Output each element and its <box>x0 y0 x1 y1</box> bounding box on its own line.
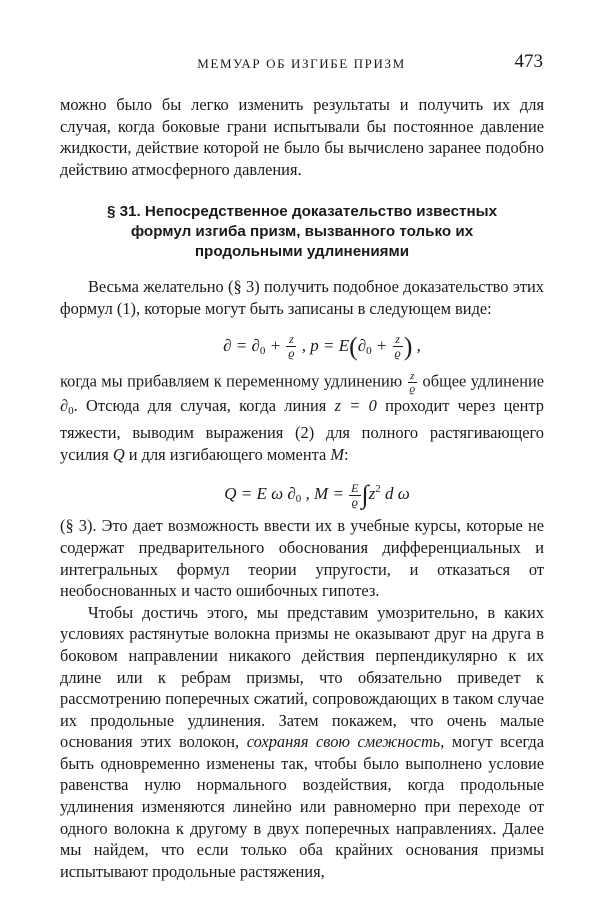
p3-Q: Q <box>112 444 125 464</box>
running-title: МЕМУАР ОБ ИЗГИБЕ ПРИЗМ <box>197 56 406 71</box>
eq1-del-2: ∂ <box>357 335 367 355</box>
eq2-equals: = <box>236 484 257 504</box>
eq2-separator: , <box>301 484 315 504</box>
eq1-plus-2: + <box>371 335 392 355</box>
paragraph-continued: можно было бы легко изменить результаты и получить их для случая, когда боковые грани испытывали бы постоянное давление жидкости, действие которой не было бы вычислено заранее подобно действию атмосферного давления. <box>60 95 544 179</box>
eq2-M: M <box>314 484 329 504</box>
eq2-tail: d ω <box>380 484 410 504</box>
eq2-frac-num: E <box>351 480 359 495</box>
paragraph-courses: (§ 3). Это дает возможность ввести их в учебные курсы, которые не содержат предварительного обоснования дифференциальных и интегральных формул теории упругости, и отказаться от необоснованных и часто ошибочных гипотез. <box>60 516 544 601</box>
p3-text-f: : <box>343 444 349 464</box>
eq1-right-paren: ) <box>403 331 413 361</box>
eq1-subscript: 0 <box>259 344 266 357</box>
eq1-equals-2: = <box>318 335 339 355</box>
eq1-frac2-den: ϱ <box>394 346 401 361</box>
p3-text-e: и для изгибающего момента <box>124 444 331 464</box>
running-head <box>60 52 543 76</box>
eq2-Q: Q <box>224 484 237 504</box>
equation-force-moment <box>60 469 544 509</box>
section-heading-line-3: продольными удлинениями <box>194 243 410 261</box>
eq1-frac2-num: z <box>393 333 403 347</box>
p5-italic-phrase: сохраняя свою смежность <box>246 732 441 752</box>
eq2-fraction <box>349 482 360 509</box>
eq2-z: z <box>368 484 376 504</box>
page-number: 473 <box>514 51 543 72</box>
p5-text-b: , могут всегда быть одновременно изменены так, чтобы было выполнено условие равенства нулю нормального воздействия, когда продольные удлинения изменяются линейно или равномерно при переходе от одного волокна к другому в двух поперечных направлениях. Далее мы найдем, что если только оба крайних основания призмы испытывают продольные растяжения, <box>60 732 545 881</box>
eq1-left-paren: ( <box>349 331 358 361</box>
p3-del: ∂ <box>60 395 69 415</box>
eq2-superscript: 2 <box>375 483 381 496</box>
eq1-separator: , <box>297 335 311 355</box>
eq1-subscript-2: 0 <box>366 344 372 357</box>
p3-text-b: общее удлинение <box>418 370 545 390</box>
p3-M: M <box>330 444 344 464</box>
eq1-frac-num: z <box>286 333 296 347</box>
eq1-equals: = <box>231 335 252 355</box>
paragraph-intro: Весьма желательно (§ 3) получить подобное доказательство этих формул (1), которые могут быть записаны в следующем виде: <box>60 277 544 318</box>
p3-text-a: когда мы прибавляем к переменному удлинению <box>60 370 407 390</box>
eq1-E: E <box>338 335 350 355</box>
p5-text-a: Чтобы достичь этого, мы представим умозрительно, в каких условиях растянутые волокна призмы не оказывают друг на друга в боковом направлении никакого действия перпендикулярно к их длине или к ребрам призмы, что обязательно приведет к рассмотрению поперечных сжатий, сопровождающих в таком случае их продольные удлинения. Затем покажем, что очень малые основания этих волокон, <box>60 602 544 752</box>
p3-fraction <box>408 370 418 395</box>
p3-frac-den: ϱ <box>409 382 416 395</box>
paragraph-fibers <box>60 602 544 883</box>
eq2-equals-2: = <box>328 484 349 504</box>
paragraph-derivation <box>60 370 544 466</box>
eq2-subscript: 0 <box>295 493 302 506</box>
section-heading <box>60 202 544 262</box>
p3-frac-num: z <box>408 370 418 383</box>
eq1-fraction <box>286 333 296 360</box>
p3-text-d: проходит через центр тяжести, выводим выражения (2) для полного растягивающего усилия <box>60 395 544 464</box>
eq2-frac-den: ϱ <box>351 494 358 509</box>
section-heading-line-1: § 31. Непосредственное доказательство известных <box>106 203 498 221</box>
p3-subscript: 0 <box>68 404 74 417</box>
eq1-plus: + <box>265 335 286 355</box>
eq1-lhs: ∂ <box>223 335 232 355</box>
eq1-comma: , <box>412 335 421 355</box>
eq2-integral-sign: ∫ <box>361 480 369 510</box>
eq1-p: p <box>310 335 319 355</box>
page-body <box>60 94 544 882</box>
eq2-E-omega: E ω ∂ <box>256 484 296 504</box>
section-heading-line-2: формул изгиба призм, вызванного только их <box>130 223 474 241</box>
p3-z-equation: z = 0 <box>334 395 377 415</box>
equation-elongation <box>60 326 544 366</box>
eq1-del: ∂ <box>251 335 260 355</box>
p3-text-c: . Отсюда для случая, когда линия <box>73 395 335 415</box>
eq1-fraction-2 <box>393 333 403 360</box>
eq1-frac-den: ϱ <box>288 346 295 361</box>
